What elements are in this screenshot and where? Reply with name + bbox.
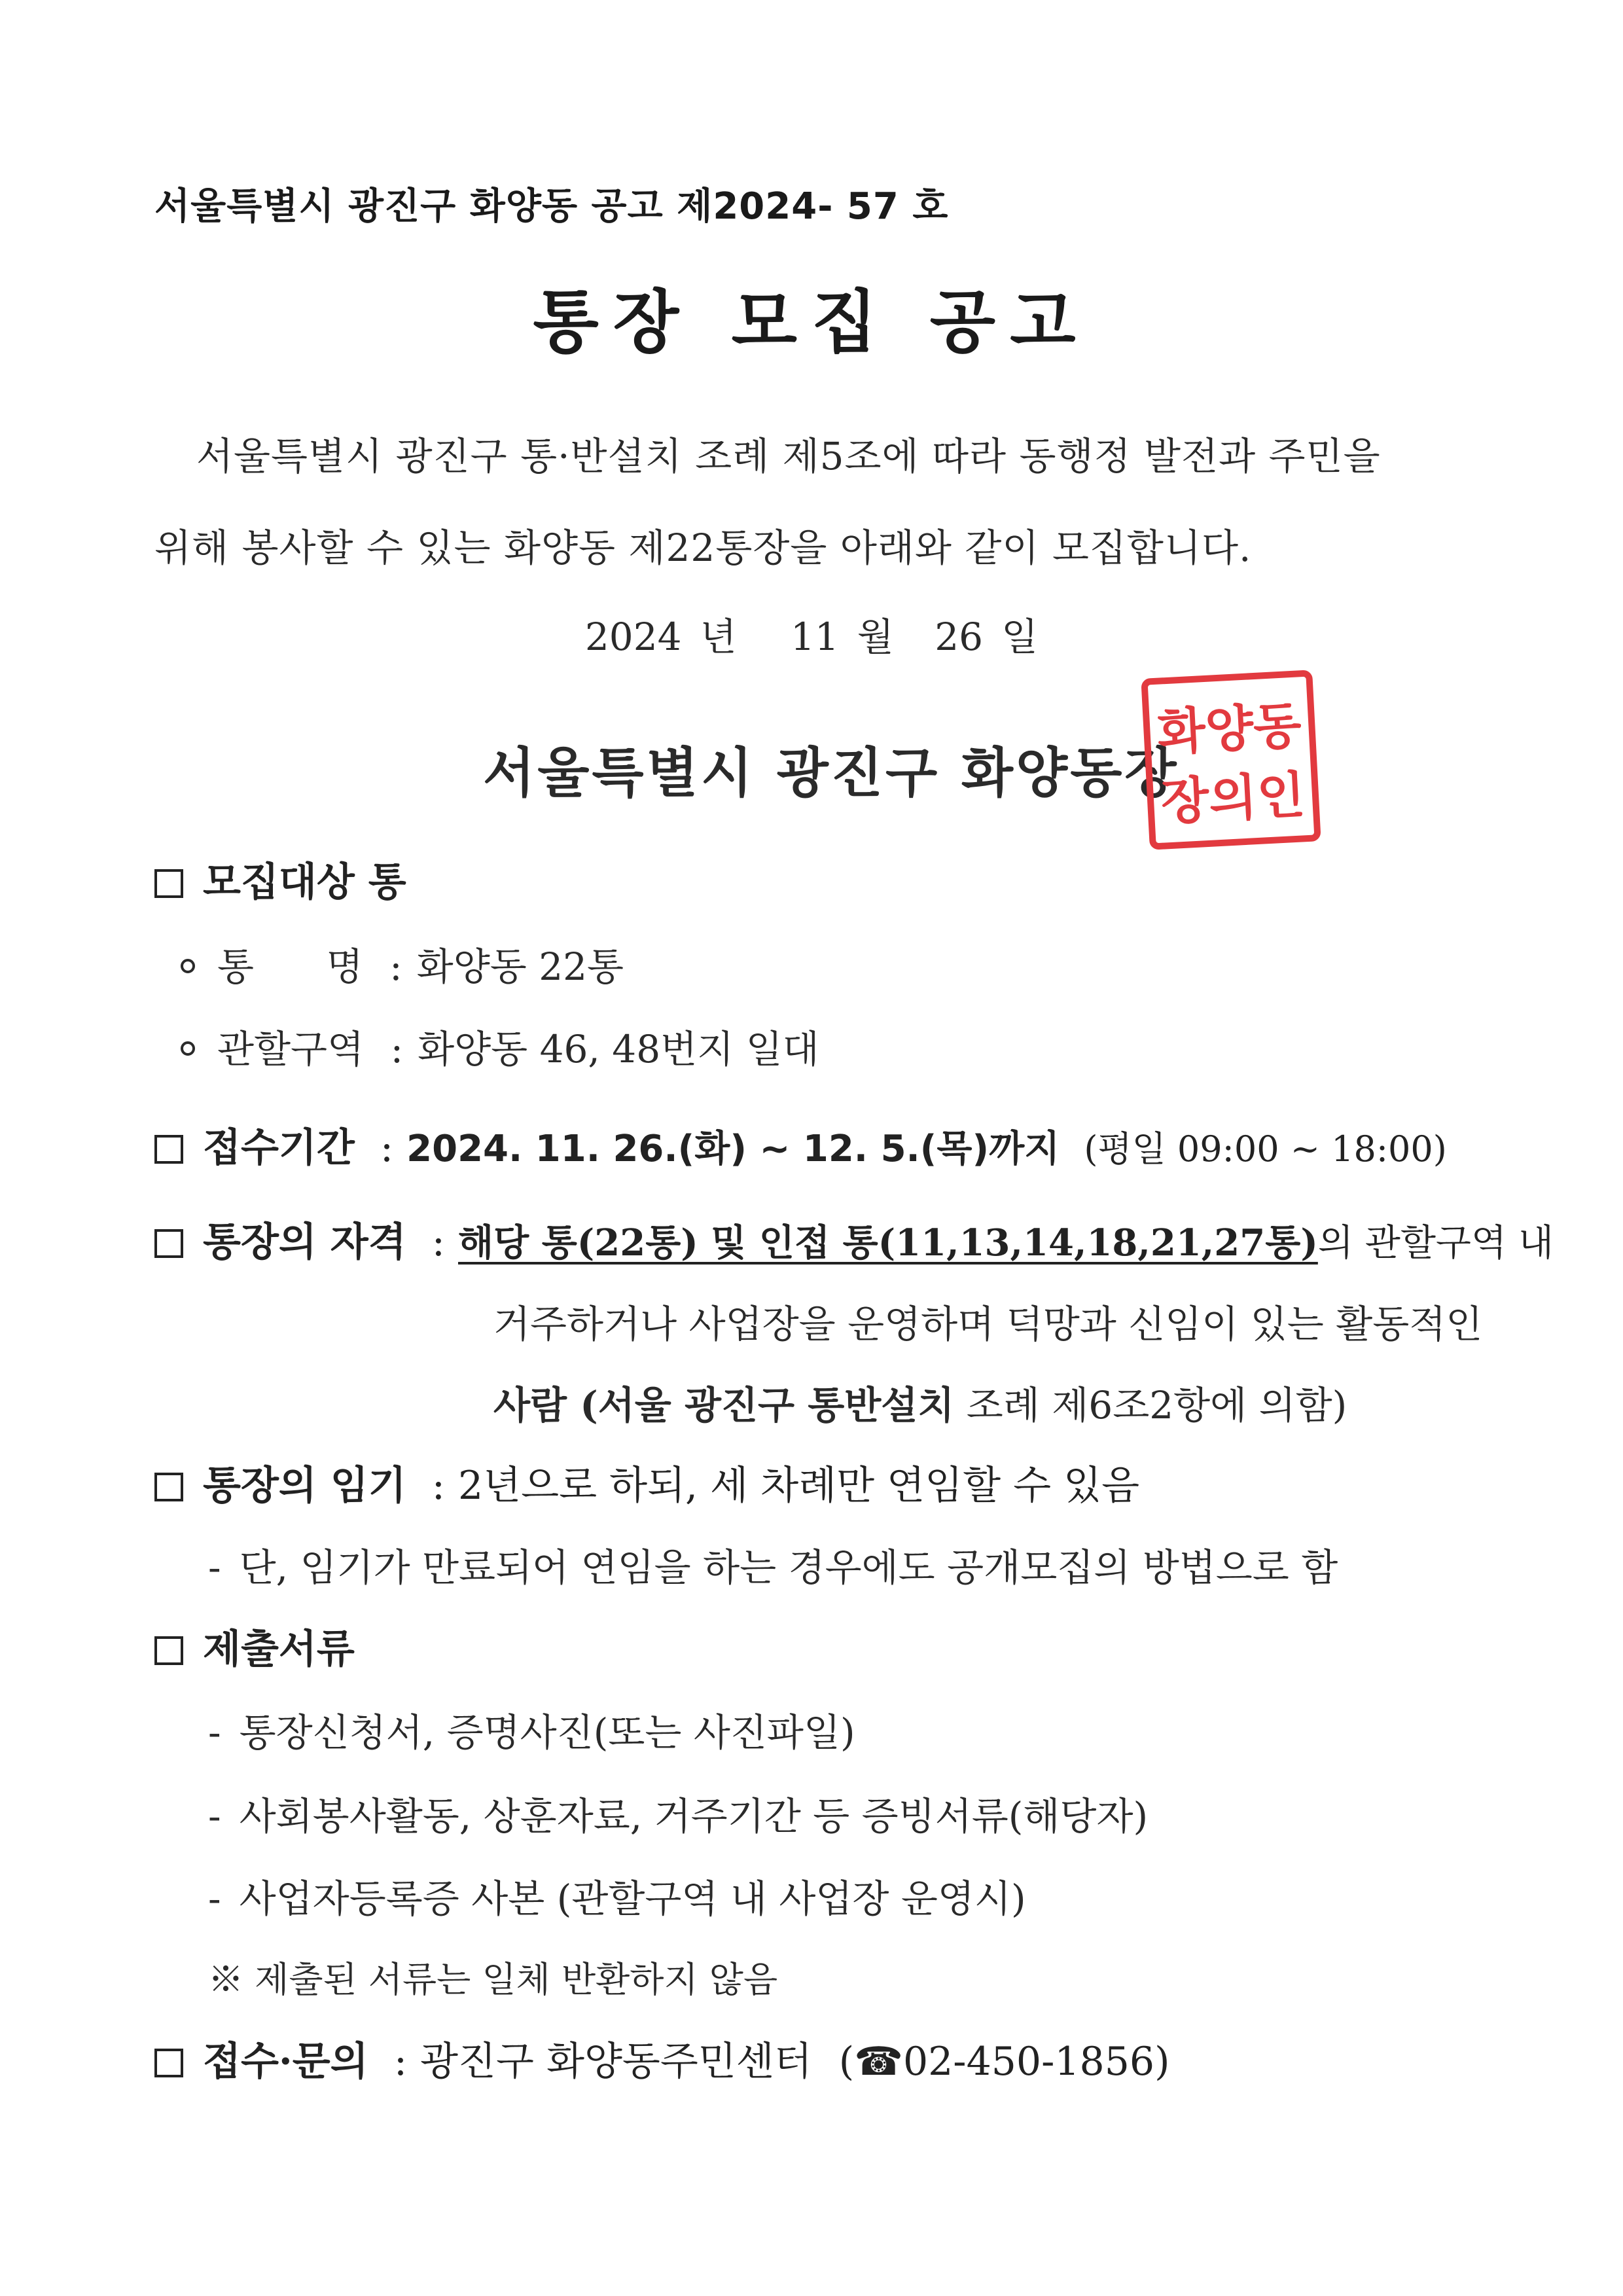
documents-item — [208, 1876, 1026, 1921]
seal-lettering — [1148, 677, 1314, 843]
phone-icon: ☎ — [854, 2039, 903, 2085]
notice-number: 서울특별시 광진구 화양동 공고 제2024- 57 호 — [154, 185, 949, 228]
period-sep: : — [380, 1125, 394, 1171]
checkbox-square-icon — [154, 1473, 183, 1501]
seal-line-1: 화양동 — [1156, 696, 1303, 762]
section-documents — [154, 1626, 355, 1672]
section-period — [154, 1125, 1447, 1171]
target-name-row — [181, 944, 624, 989]
section-term — [154, 1463, 1140, 1509]
documents-item-text: 사업자등록증 사본 (관할구역 내 사업장 운영시) — [239, 1876, 1026, 1921]
notice-date — [0, 615, 1623, 659]
qualification-rest: 의 관할구역 내 — [1317, 1222, 1554, 1265]
issuer-name: 서울특별시 광진구 화양동장 — [483, 742, 1179, 804]
circle-bullet-icon — [181, 1041, 195, 1056]
checkbox-square-icon — [154, 869, 183, 898]
term-note — [208, 1545, 1338, 1590]
date-day-unit: 일 — [1001, 615, 1039, 659]
target-name-sep: : — [389, 944, 402, 989]
intro-line-2: 위해 봉사할 수 있는 화양동 제22통장을 아래와 같이 모집합니다. — [154, 526, 1252, 570]
period-hours: (평일 09:00 ~ 18:00) — [1084, 1128, 1447, 1170]
section-contact: 접수·문의 : 광진구 화양동주민센터 (☎02-450-1856) — [154, 2042, 1170, 2081]
section-target — [154, 859, 406, 905]
contact-value: 광진구 화양동주민센터 — [420, 2039, 812, 2085]
documents-item-text: 사회봉사활동, 상훈자료, 거주기간 등 증빙서류(해당자) — [239, 1794, 1149, 1839]
term-sep: : — [431, 1463, 445, 1509]
checkbox-square-icon — [154, 2049, 183, 2077]
target-area-value: 화양동 46, 48번지 일대 — [418, 1027, 819, 1071]
contact-sep: : — [393, 2039, 408, 2085]
official-seal-stamp — [1141, 670, 1321, 850]
checkbox-square-icon — [154, 1636, 183, 1665]
target-name-label: 통 명 — [217, 944, 363, 989]
intro-line-1: 서울특별시 광진구 통·반설치 조례 제5조에 따라 동행정 발전과 주민을 — [196, 434, 1381, 478]
qualification-line-2: 거주하거나 사업장을 운영하며 덕망과 신임이 있는 활동적인 — [493, 1302, 1483, 1346]
section-period-heading: 접수기간 — [203, 1125, 355, 1171]
circle-bullet-icon — [181, 959, 195, 973]
date-month: 11 — [790, 615, 839, 659]
contact-phone: 02-450-1856 — [902, 2039, 1155, 2085]
date-day: 26 — [935, 615, 984, 659]
target-area-sep: : — [390, 1027, 404, 1071]
seal-line-2: 장의인 — [1159, 765, 1307, 831]
section-target-heading: 모집대상 통 — [203, 859, 406, 905]
date-month-unit: 월 — [857, 615, 894, 659]
qualification-line-3 — [493, 1383, 1347, 1427]
date-year: 2024 — [584, 615, 682, 659]
checkbox-square-icon — [154, 1229, 183, 1258]
qualification-sep: : — [431, 1219, 445, 1265]
section-qualification — [154, 1219, 1554, 1265]
qualification-underlined: 해당 통(22통) 및 인접 통(11,13,14,18,21,27통) — [458, 1221, 1318, 1265]
section-documents-heading: 제출서류 — [203, 1626, 355, 1672]
dash-bullet: - — [208, 1876, 221, 1921]
target-area-row — [181, 1027, 819, 1071]
qualification-line-3-rest: 조례 제6조2항에 의함) — [966, 1383, 1347, 1427]
documents-item — [208, 1710, 855, 1755]
target-area-label: 관할구역 — [217, 1027, 365, 1071]
documents-item-text: 통장신청서, 증명사진(또는 사진파일) — [239, 1710, 855, 1755]
page-title: 통장 모집 공고 — [533, 282, 1090, 362]
dash-bullet: - — [208, 1794, 221, 1839]
section-contact-heading: 접수·문의 — [203, 2039, 368, 2085]
section-term-heading: 통장의 임기 — [203, 1463, 406, 1509]
period-value: 2024. 11. 26.(화) ~ 12. 5.(목)까지 — [406, 1128, 1060, 1170]
target-name-value: 화양동 22통 — [416, 944, 624, 989]
dash-bullet: - — [208, 1545, 221, 1590]
documents-item — [208, 1794, 1149, 1839]
checkbox-square-icon — [154, 1135, 183, 1164]
documents-note: ※ 제출된 서류는 일체 반환하지 않음 — [208, 1959, 778, 2000]
term-note-text: 단, 임기가 만료되어 연임을 하는 경우에도 공개모집의 방법으로 함 — [239, 1545, 1338, 1590]
qualification-line-3-bold: 사람 (서울 광진구 통반설치 — [493, 1383, 955, 1427]
dash-bullet: - — [208, 1710, 221, 1755]
date-year-unit: 년 — [700, 615, 737, 659]
section-qualification-heading: 통장의 자격 — [203, 1219, 406, 1265]
term-value: 2년으로 하되, 세 차례만 연임할 수 있음 — [458, 1463, 1140, 1509]
